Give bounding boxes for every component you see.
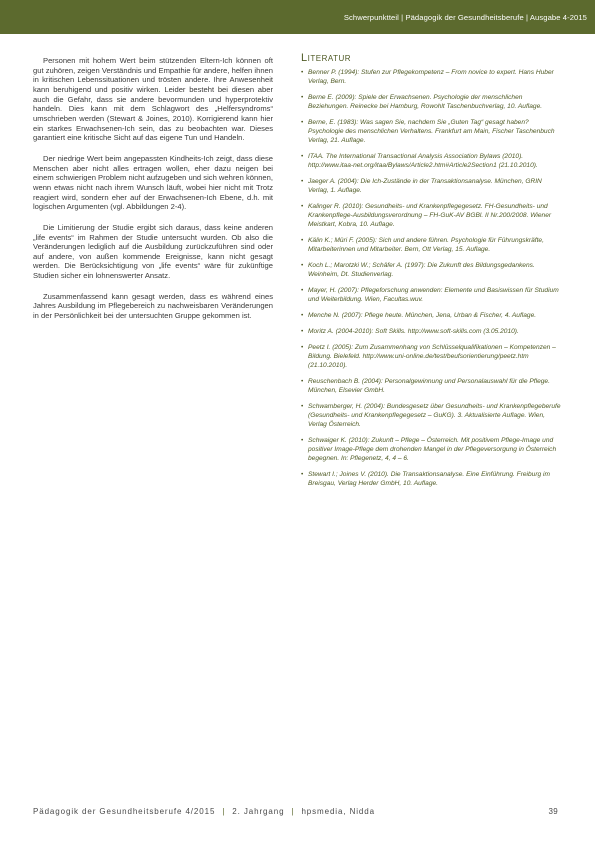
reference-item <box>301 118 563 145</box>
reference-text: Moritz A. (2004-2010): Soft Skills. http://www.soft-skills.com (3.05.2010). <box>308 327 519 335</box>
bullet-icon: • <box>301 178 304 186</box>
reference-item <box>301 93 563 111</box>
bullet-icon: • <box>301 402 304 410</box>
page-number: 39 <box>548 807 558 816</box>
footer-journal: Pädagogik der Gesundheitsberufe 4/2015 <box>33 807 216 816</box>
reference-text: Benner P. (1994): Stufen zur Pflegekompetenz – From novice to expert. Hans Huber Verlag, Bern. <box>308 69 554 86</box>
bullet-icon: • <box>301 343 304 351</box>
bullet-icon: • <box>301 436 304 444</box>
reference-text: Peetz I. (2005): Zum Zusammenhang von Schlüsselqualifikationen – Kompetenzen – Bildung. Bielefeld. http://www.uni-online.de/test/beufsorientierung/peetz.htm (21.10.2010). <box>308 343 556 370</box>
header-title: Schwerpunktteil | Pädagogik der Gesundheitsberufe | Ausgabe 4-2015 <box>343 13 587 22</box>
reference-text: Schwaiger K. (2010): Zukunft – Pflege – Österreich. Mit positivem Pflege-Image und positiver Image-Pflege dem drohenden Mangel in der Pflegeversorgung in Österreich begegnen. In: Pflegenetz, 4, 4 – 6. <box>308 436 557 463</box>
footer-volume: 2. Jahrgang <box>232 807 285 816</box>
body-paragraph: Zusammenfassend kann gesagt werden, dass es während eines Jahres Ausbildung im Pflegebereich zu nachweisbaren Veränderungen in der Persönlichkeit bei der untersuchten Gruppe gekommen ist. <box>33 291 273 321</box>
footer-publisher: hpsmedia, Nidda <box>301 807 375 816</box>
footer-separator: | <box>222 807 226 816</box>
bullet-icon: • <box>301 312 304 320</box>
bullet-icon: • <box>301 69 304 76</box>
reference-list <box>301 68 563 488</box>
reference-item <box>301 261 563 279</box>
literature-heading: Literatur <box>301 52 352 64</box>
bullet-icon: • <box>301 377 304 385</box>
reference-item <box>301 311 563 320</box>
bullet-icon: • <box>301 471 304 479</box>
bullet-icon: • <box>301 262 304 270</box>
reference-item <box>301 470 563 488</box>
reference-text: Kälin K.; Müri F. (2005): Sich und andere führen. Psychologie für Führungskräfte, Mitarbeiterinnen und Mitarbeiter. Bern, Ott Verlag, 15. Auflage. <box>308 237 544 254</box>
reference-text: Reuschenbach B. (2004): Personalgewinnung und Personalauswahl für die Pflege. München, Elsevier GmbH. <box>308 377 550 394</box>
reference-text: Berne E. (2009): Spiele der Erwachsenen. Psychologie der menschlichen Beziehungen. Reinecke bei Hamburg, Rowohlt Taschenbuchverlag, 10. Auflage. <box>308 93 543 111</box>
body-paragraph: Personen mit hohem Wert beim stützenden Eltern-Ich können oft gut zuhören, zeigen Verständnis und Empathie für andere, helfen ihnen in kritischen Lebenssituationen und trösten andere. Ihre Anwesenheit kann beruhigend und positiv wirken. Leider besteht bei diesen aber auch die Gefahr, dass sie andere bevormunden und hyperprotektiv handeln. Dies kann mit dem Schlagwort des „Helfersyndroms“ umschrieben werden (Stewart & Joines, 2010). Korrigierend kann hier ein starkes Erwachsenen-Ich sein, das zu beobachten war. Dieses garantiert eine kritische Sicht auf das eigene Tun und Handeln. <box>33 56 273 143</box>
reference-item <box>301 202 563 229</box>
body-paragraph: Der niedrige Wert beim angepassten Kindheits-Ich zeigt, dass diese Menschen aber nicht alles ertragen wollen, eher dazu neigen bei einem schwierigen Problem nicht aufzugeben und sich wehren können, wenn etwas nicht nach ihrem Wunsch läuft, wobei hier nicht mit Trotz reagiert wird, sondern eher auf der Erwachsenen-Ich Ebene, d.h. mit logischen Argumenten (vgl. Abbildungen 2-4). <box>33 153 273 212</box>
reference-item <box>301 236 563 254</box>
reference-item <box>301 327 563 336</box>
page-header-bar <box>0 0 595 34</box>
bullet-icon: • <box>301 118 304 126</box>
main-text-column <box>33 56 273 332</box>
reference-text: ITAA. The International Transactional Analysis Association Bylaws (2010). http://www.itaa-net.org/itaa/Bylaws/Article2.htm#Article2Section1 (21.10.2010). <box>308 153 538 170</box>
reference-item <box>301 177 563 195</box>
reference-text: Schwamberger, H. (2004): Bundesgesetz über Gesundheits- und Krankenpflegeberufe (Gesundheits- und Krankenpflegegesetz – GuKG). 3. Aktualisierte Auflage. Wien, Verlag Österreich. <box>308 402 561 429</box>
footer-separator: | <box>291 807 295 816</box>
bullet-icon: • <box>301 203 304 211</box>
reference-text: Kalinger R. (2010): Gesundheits- und Krankenpflegegesetz. FH-Gesundheits- und Krankenpflege-Ausbildungsverordnung – FH-GuK-AV BGBl. II Nr.200/2008. Wiener Meistkart, Kobra, 10. Auflage. <box>308 203 552 229</box>
reference-text: Koch L.; Marotzki W.; Schäfer A. (1997): Die Zukunft des Bildungsgedankens. Weinheim, Dt. Studienverlag. <box>308 262 535 279</box>
body-paragraph: Die Limitierung der Studie ergibt sich daraus, dass keine anderen „life events“ im Rahmen der Studie untersucht wurden. Ob also die Veränderungen lediglich auf die Ausbildung zurückzuführen sind oder auf andere, von außen kommende Ereignisse, kann nicht gesagt werden. Die Berücksichtigung von „life events“ wäre für zukünftige Studien sicher ein lohnenswerter Ansatz. <box>33 222 273 281</box>
literature-column <box>301 52 563 495</box>
bullet-icon: • <box>301 287 304 295</box>
reference-item <box>301 343 563 370</box>
bullet-icon: • <box>301 93 304 101</box>
bullet-icon: • <box>301 237 304 245</box>
page-footer <box>33 807 558 816</box>
reference-item <box>301 402 563 429</box>
reference-item <box>301 68 563 86</box>
reference-text: Mayer, H. (2007): Pflegeforschung anwenden: Elemente und Basiswissen für Studium und Weiterbildung. Wien, Facultas.wuv. <box>308 287 559 304</box>
reference-text: Menche N. (2007): Pflege heute. München, Jena, Urban & Fischer, 4. Auflage. <box>308 312 537 320</box>
reference-text: Berne, E. (1983): Was sagen Sie, nachdem Sie „Guten Tag“ gesagt haben? Psychologie des menschlichen Verhaltens. Frankfurt am Main, Fischer Taschenbuch Verlag, 21. Auflage. <box>308 118 555 145</box>
reference-text: Stewart I.; Joines V. (2010). Die Transaktionsanalyse. Eine Einführung. Freiburg im Breisgau, Verlag Herder GmbH, 10. Auflage. <box>308 471 551 488</box>
bullet-icon: • <box>301 153 304 161</box>
bullet-icon: • <box>301 327 304 335</box>
reference-item <box>301 436 563 463</box>
reference-item <box>301 286 563 304</box>
reference-text: Jaeger A. (2004): Die Ich-Zustände in der Transaktionsanalyse. München, GRIN Verlag, 1. Auflage. <box>308 178 542 195</box>
reference-item <box>301 152 563 170</box>
reference-item <box>301 377 563 395</box>
